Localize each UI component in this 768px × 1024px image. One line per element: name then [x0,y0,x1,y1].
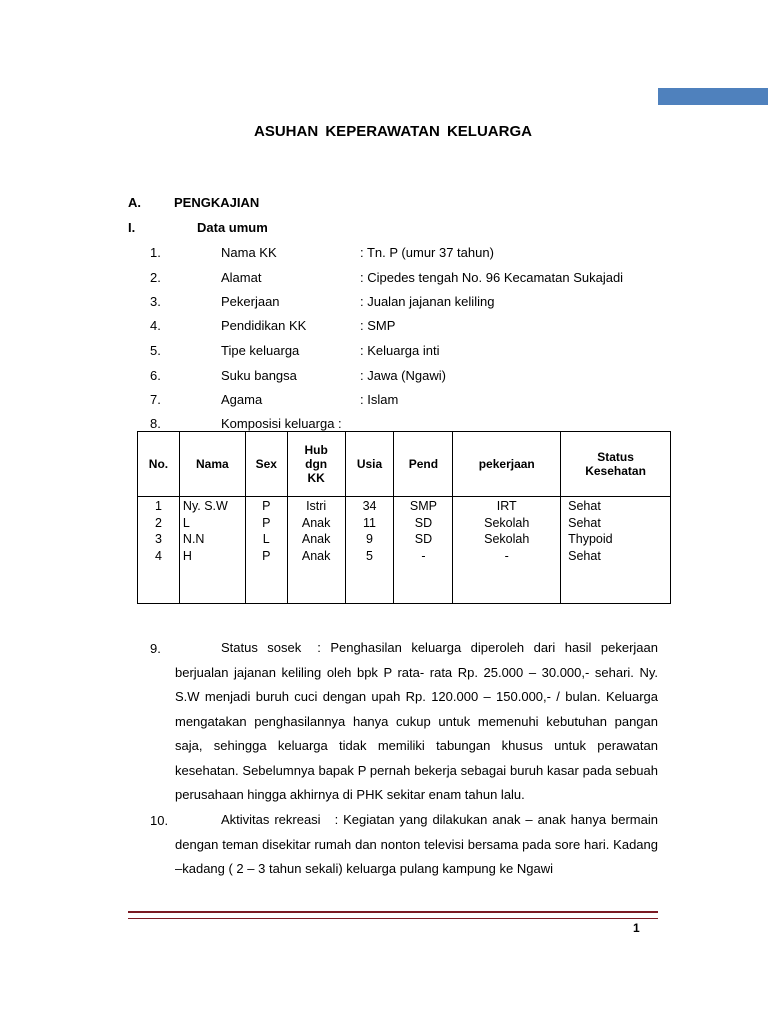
family-composition-table [137,431,671,604]
row-4-usia: 5 [366,548,373,563]
item-9-text: : Penghasilan keluarga diperoleh dari hasil pekerjaan berjualan jajanan keliling oleh bpk P rata- rata Rp. 25.000 – 30.000,- sehari. Ny. S.W menjadi buruh cuci dengan upah Rp. 120.000 – 150.000,- / bulan. Keluarga mengatakan penghasilannya hanya cukup untuk memenuhi kebutuhan pangan saja, sehingga keluarga tidak memiliki tabungan khusus untuk perawatan kesehatan. Sebelumnya bapak P pernah bekerja sebagai buruh kasar pada sebuah perusahaan hingga akhirnya di PHK sekitar enam tahun lalu. [175,640,658,802]
header-hub-line3: KK [307,471,325,485]
row-4-sex: P [262,548,271,563]
row-3-status: Thypoid [568,532,613,546]
item-value: : Islam [360,392,399,407]
item-number: 2. [150,270,161,285]
row-3-sex: L [262,532,270,546]
row-2-usia: 11 [363,515,377,530]
item-value: : SMP [360,318,396,333]
section-i-marker: I. [128,220,136,235]
row-1-sex: P [262,499,271,513]
row-1-nama: Ny. S.W [182,499,228,513]
row-3-nama: N.N [182,532,205,546]
item-label: Pekerjaan [221,294,280,309]
item-9-paragraph [175,636,658,808]
cell-nama [179,497,245,604]
row-2-hub: Anak [301,515,331,530]
item-10-paragraph [175,808,658,882]
row-4-hub: Anak [301,548,331,563]
row-3-pekerjaan: Sekolah [484,532,530,546]
row-3-no: 3 [154,532,162,546]
item-10-text: : Kegiatan yang dilakukan anak – anak hanya bermain dengan teman disekitar rumah dan nonton televisi bersama pada sore hari. Kadang –kadang ( 2 – 3 tahun sekali) keluarga pulang kampung ke Ngawi [175,812,658,876]
row-3-pend: SD [414,532,433,546]
table-row [138,497,671,604]
header-pend: Pend [394,432,453,497]
cell-status [561,497,671,604]
item-value: : Keluarga inti [360,343,440,358]
item-value: : Tn. P (umur 37 tahun) [360,245,494,260]
header-usia: Usia [345,432,394,497]
item-9-label: Status sosek [221,640,302,655]
item-label: Nama KK [221,245,277,260]
row-2-pekerjaan: Sekolah [484,515,530,530]
row-1-hub: Istri [306,499,327,513]
header-sex: Sex [245,432,287,497]
item-label: Komposisi keluarga : [221,416,342,431]
row-4-pekerjaan: - [504,548,509,563]
row-4-nama: H [182,548,192,563]
row-1-pekerjaan: IRT [496,499,517,513]
row-1-usia: 34 [362,499,377,513]
cell-sex [245,497,287,604]
page-number: 1 [633,921,640,935]
document-title: ASUHAN KEPERAWATAN KELUARGA [254,123,532,140]
cell-pekerjaan [453,497,561,604]
item-number: 6. [150,368,161,383]
row-3-usia: 9 [366,532,373,546]
row-2-sex: P [262,515,271,530]
header-status-line1: Status [597,450,634,464]
item-number: 5. [150,343,161,358]
header-accent-bar [658,88,768,105]
row-2-pend: SD [414,515,433,530]
row-3-hub: Anak [301,532,331,546]
item-label: Tipe keluarga [221,343,300,358]
item-value: : Jualan jajanan keliling [360,294,495,309]
row-1-status: Sehat [568,499,601,513]
row-4-status: Sehat [568,548,601,563]
cell-usia [345,497,394,604]
header-hub [287,432,345,497]
header-status-line2: Kesehatan [585,464,646,478]
header-no: No. [138,432,180,497]
item-number: 3. [150,294,161,309]
row-1-no: 1 [154,499,162,513]
item-10-label: Aktivitas rekreasi [221,812,321,827]
row-2-nama: L [182,515,190,530]
row-1-pend: SMP [409,499,437,513]
cell-no [138,497,180,604]
header-pekerjaan: pekerjaan [453,432,561,497]
header-hub-line1: Hub [304,443,328,457]
header-status [561,432,671,497]
item-10-number: 10. [150,813,169,828]
header-hub-line2: dgn [305,457,328,471]
item-number: 7. [150,392,161,407]
section-a-label: PENGKAJIAN [174,195,260,210]
table-header-row [138,432,671,497]
item-label: Alamat [221,270,262,285]
footer-rule [128,911,658,919]
item-number: 1. [150,245,161,260]
item-label: Suku bangsa [221,368,297,383]
cell-hub [287,497,345,604]
item-value: : Cipedes tengah No. 96 Kecamatan Sukajadi [360,270,624,285]
item-value: : Jawa (Ngawi) [360,368,446,383]
cell-pend [394,497,453,604]
header-nama: Nama [179,432,245,497]
row-2-no: 2 [154,515,162,530]
row-4-pend: - [421,548,426,563]
section-i-label: Data umum [197,220,268,235]
item-label: Agama [221,392,263,407]
item-9-number: 9. [150,641,161,656]
section-a-marker: A. [128,195,141,210]
item-number: 4. [150,318,161,333]
item-number: 8. [150,416,161,431]
row-4-no: 4 [154,548,162,563]
item-label: Pendidikan KK [221,318,307,333]
row-2-status: Sehat [568,515,601,530]
